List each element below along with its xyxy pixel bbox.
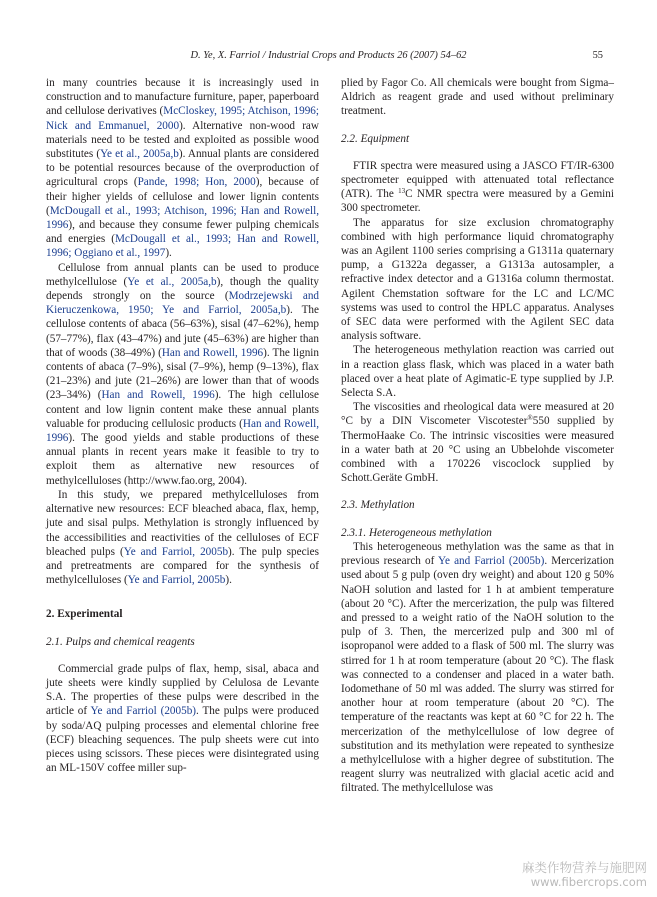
paragraph-pulps	[46, 662, 319, 776]
paragraph-reagents-continued: plied by Fagor Co. All chemicals were bought from Sigma–Aldrich as reagent grade and used without preliminary treatment.	[341, 77, 614, 118]
superscript: ®	[527, 414, 533, 423]
citation-link[interactable]: Ye et al., 2005a,b	[100, 148, 179, 161]
paragraph-ftir	[341, 159, 614, 216]
paragraph-heterogeneous-methylation	[341, 540, 614, 796]
text-run: ). The high cellulose content and low lignin content make these annual plants valuable for producing cellulosic products (	[46, 389, 319, 430]
citation-link[interactable]: Ye et al., 2005a,b	[127, 275, 217, 288]
citation-link[interactable]: Ye and Farriol (2005b)	[438, 555, 545, 568]
citation-link[interactable]: Modrzejewski and Kieruczenkowa, 1950; Ye and Farriol, 2005a,b	[46, 290, 320, 317]
paragraph-study	[46, 488, 319, 587]
citation-link[interactable]: Han and Rowell, 1996	[46, 417, 319, 445]
text-run: Commercial grade pulps of flax, hemp, sisal, abaca and jute sheets were kindly supplied by Celulosa de Levante S.A. The properties of these pulps were described in the article of	[46, 662, 319, 718]
text-run: The viscosities and rheological data were measured at 20 °C by a DIN Viscometer Viscotester	[341, 401, 614, 428]
text-run: . Mercerization used about 5 g pulp (oven dry weight) and about 120 g 50% NaOH solution and lasted for 1 h at ambient temperature (about 20 °C). After the mercerization, the pulp was filtered and pressed to a weight ratio of the NaOH solution to the pulp of 3. Then, the mercerized pulp and 300 ml of isopropanol were added to a flask of 500 ml. The slurry was stirred for 1 h at room temperature (about 20 °C). The flask was connected to a condenser and placed in a water bath. Iodomethane of 50 ml was added. The slurry was stirred for another hour at room temperature (about 20 °C). The temperature of the reactants was kept at 60 °C for 22 h. The mercerization of the methylcellulose of low degree of substitution and its methylation were repeated to synthesize a methylcellulose with a higher degree of substitution. The reagent slurry was neutralized with glacial acetic acid and filtrated. The methylcellulose was	[341, 555, 614, 795]
text-run: ), because of their higher yields of cellulose and lower lignin contents (	[46, 176, 320, 217]
subsection-heading-equipment: 2.2. Equipment	[341, 132, 410, 145]
paragraph-sec-apparatus: The apparatus for size exclusion chromatography combined with high performance liquid chromatography was an Agilent 1100 series comprising a G1311a quaternary pump, a G1322a degasser, a G1313a autosampler, a refractive index detector and a G1316a column thermostat. Agilent Chemstation software for the LC and LC/MC systems was used to control the HPLC apparatus. Analyses of SEC data were performed with the Agilent SEC data analysis software.	[341, 216, 614, 343]
text-run: FTIR spectra were measured using a JASCO FT/IR-6300 spectrometer equipped with attenuated total reflectance (ATR). The	[341, 159, 614, 201]
citation-link[interactable]: Han and Rowell, 1996	[161, 346, 264, 359]
text-run: ). The cellulose contents of abaca (56–63%), sisal (47–62%), hemp (57–77%), flax (43–47%) and jute (45–63%) are higher than that of woods (38–49%) (	[46, 304, 319, 359]
citation-link[interactable]: Pande, 1998; Hon, 2000	[137, 176, 256, 189]
subsection-heading-methylation: 2.3. Methylation	[341, 499, 415, 512]
text-run: ), though the quality depends strongly on the source (	[46, 275, 319, 303]
citation-link[interactable]: Ye and Farriol, 2005b	[123, 545, 229, 558]
text-run: ). The pulp species and pretreatments are compared for the synthesis of methylcelluloses (	[46, 545, 319, 587]
citation-link[interactable]: McDougall et al., 1993; Han and Rowell, 1996; Oggiano et al., 1997	[46, 233, 319, 260]
left-column	[46, 76, 319, 775]
text-run: This heterogeneous methylation was the same as that in previous research of	[341, 540, 614, 568]
text-run: ). The good yields and stable productions of these annual plants in recent years make it feasible to try to exploit them as alternative new resources of methylcelluloses (http://www.fao.org, 2004).	[46, 432, 319, 487]
text-run: ). Alternative non-wood raw materials need to be tested and exploited as possible wood substitutes (	[46, 119, 319, 161]
text-run: 550 supplied by ThermoHaake Co. The intrinsic viscosities were measured in a water bath at 20 °C using an Ubbelohde viscometer combined with a 170226 viscoclock supplied by Schott.Geräte GmbH.	[341, 415, 614, 485]
watermark-chinese-text: 麻类作物营养与施肥网	[521, 860, 647, 875]
citation-link[interactable]: Ye and Farriol (2005b)	[90, 705, 197, 718]
watermark-url: www.fibercrops.com	[530, 875, 647, 889]
paragraph-reaction-flask: The heterogeneous methylation reaction was carried out in a reaction glass flask, which was placed in a water bath placed over a heat plate of Agimatic-E type supplied by J.P. Selecta S.A.	[341, 344, 614, 400]
text-run: ).	[225, 574, 232, 587]
citation-link[interactable]: Ye and Farriol, 2005b	[127, 574, 226, 587]
citation-link[interactable]: Han and Rowell, 1996	[101, 389, 215, 402]
journal-citation: D. Ye, X. Farriol / Industrial Crops and Products 26 (2007) 54–62	[190, 50, 467, 61]
text-run: C NMR spectra were measured by a Gemini 300 spectrometer.	[341, 188, 614, 215]
text-run: ). The lignin contents of abaca (7–9%), sisal (7–9%), hemp (9–13%), flax (21–23%) and jute (21–26%) are lower than that of woods (23–34%) (	[46, 346, 319, 402]
page-number: 55	[592, 50, 603, 61]
text-run: In this study, we prepared methylcelluloses from alternative new resources: ECF bleached abaca, flax, hemp, jute and sisal pulps. Methylation is strongly influenced by the accessibilities and reactivities of the celluloses of ECF bleached pulps (	[46, 488, 319, 558]
citation-link[interactable]: McCloskey, 1995; Atchison, 1996; Nick and Emmanuel, 2000	[46, 105, 319, 132]
text-run: ).	[165, 247, 172, 260]
paragraph-viscosities	[341, 400, 614, 485]
superscript: 13	[398, 187, 406, 196]
text-run: in many countries because it is increasingly used in construction and to manufacture furniture, paper, paperboard and cellulose derivatives (	[46, 77, 319, 118]
subsubsection-heading-heterogeneous: 2.3.1. Heterogeneous methylation	[341, 526, 492, 539]
watermark	[507, 860, 647, 889]
section-heading-experimental: 2. Experimental	[46, 608, 123, 621]
citation-link[interactable]: McDougall et al., 1993; Atchison, 1996; Han and Rowell, 1996	[46, 204, 319, 232]
text-run: Cellulose from annual plants can be used to produce methylcellulose (	[46, 261, 319, 288]
text-run: . The pulps were produced by soda/AQ pulping processes and elemental chlorine free (ECF) bleaching sequences. The pulp sheets were cut into pieces using scissors. These pieces were disintegrated using an ML-150V coffee miller sup-	[46, 705, 319, 775]
text-run: ). Annual plants are considered to be potential resources because of the overproduction of agricultural crops (	[46, 148, 319, 189]
subsection-heading-pulps: 2.1. Pulps and chemical reagents	[46, 635, 195, 648]
paragraph-cellulose	[46, 261, 319, 488]
paragraph-intro-continued	[46, 76, 319, 261]
right-column	[341, 76, 614, 796]
text-run: ), and because they consume fewer pulping chemicals and energies (	[46, 219, 319, 246]
